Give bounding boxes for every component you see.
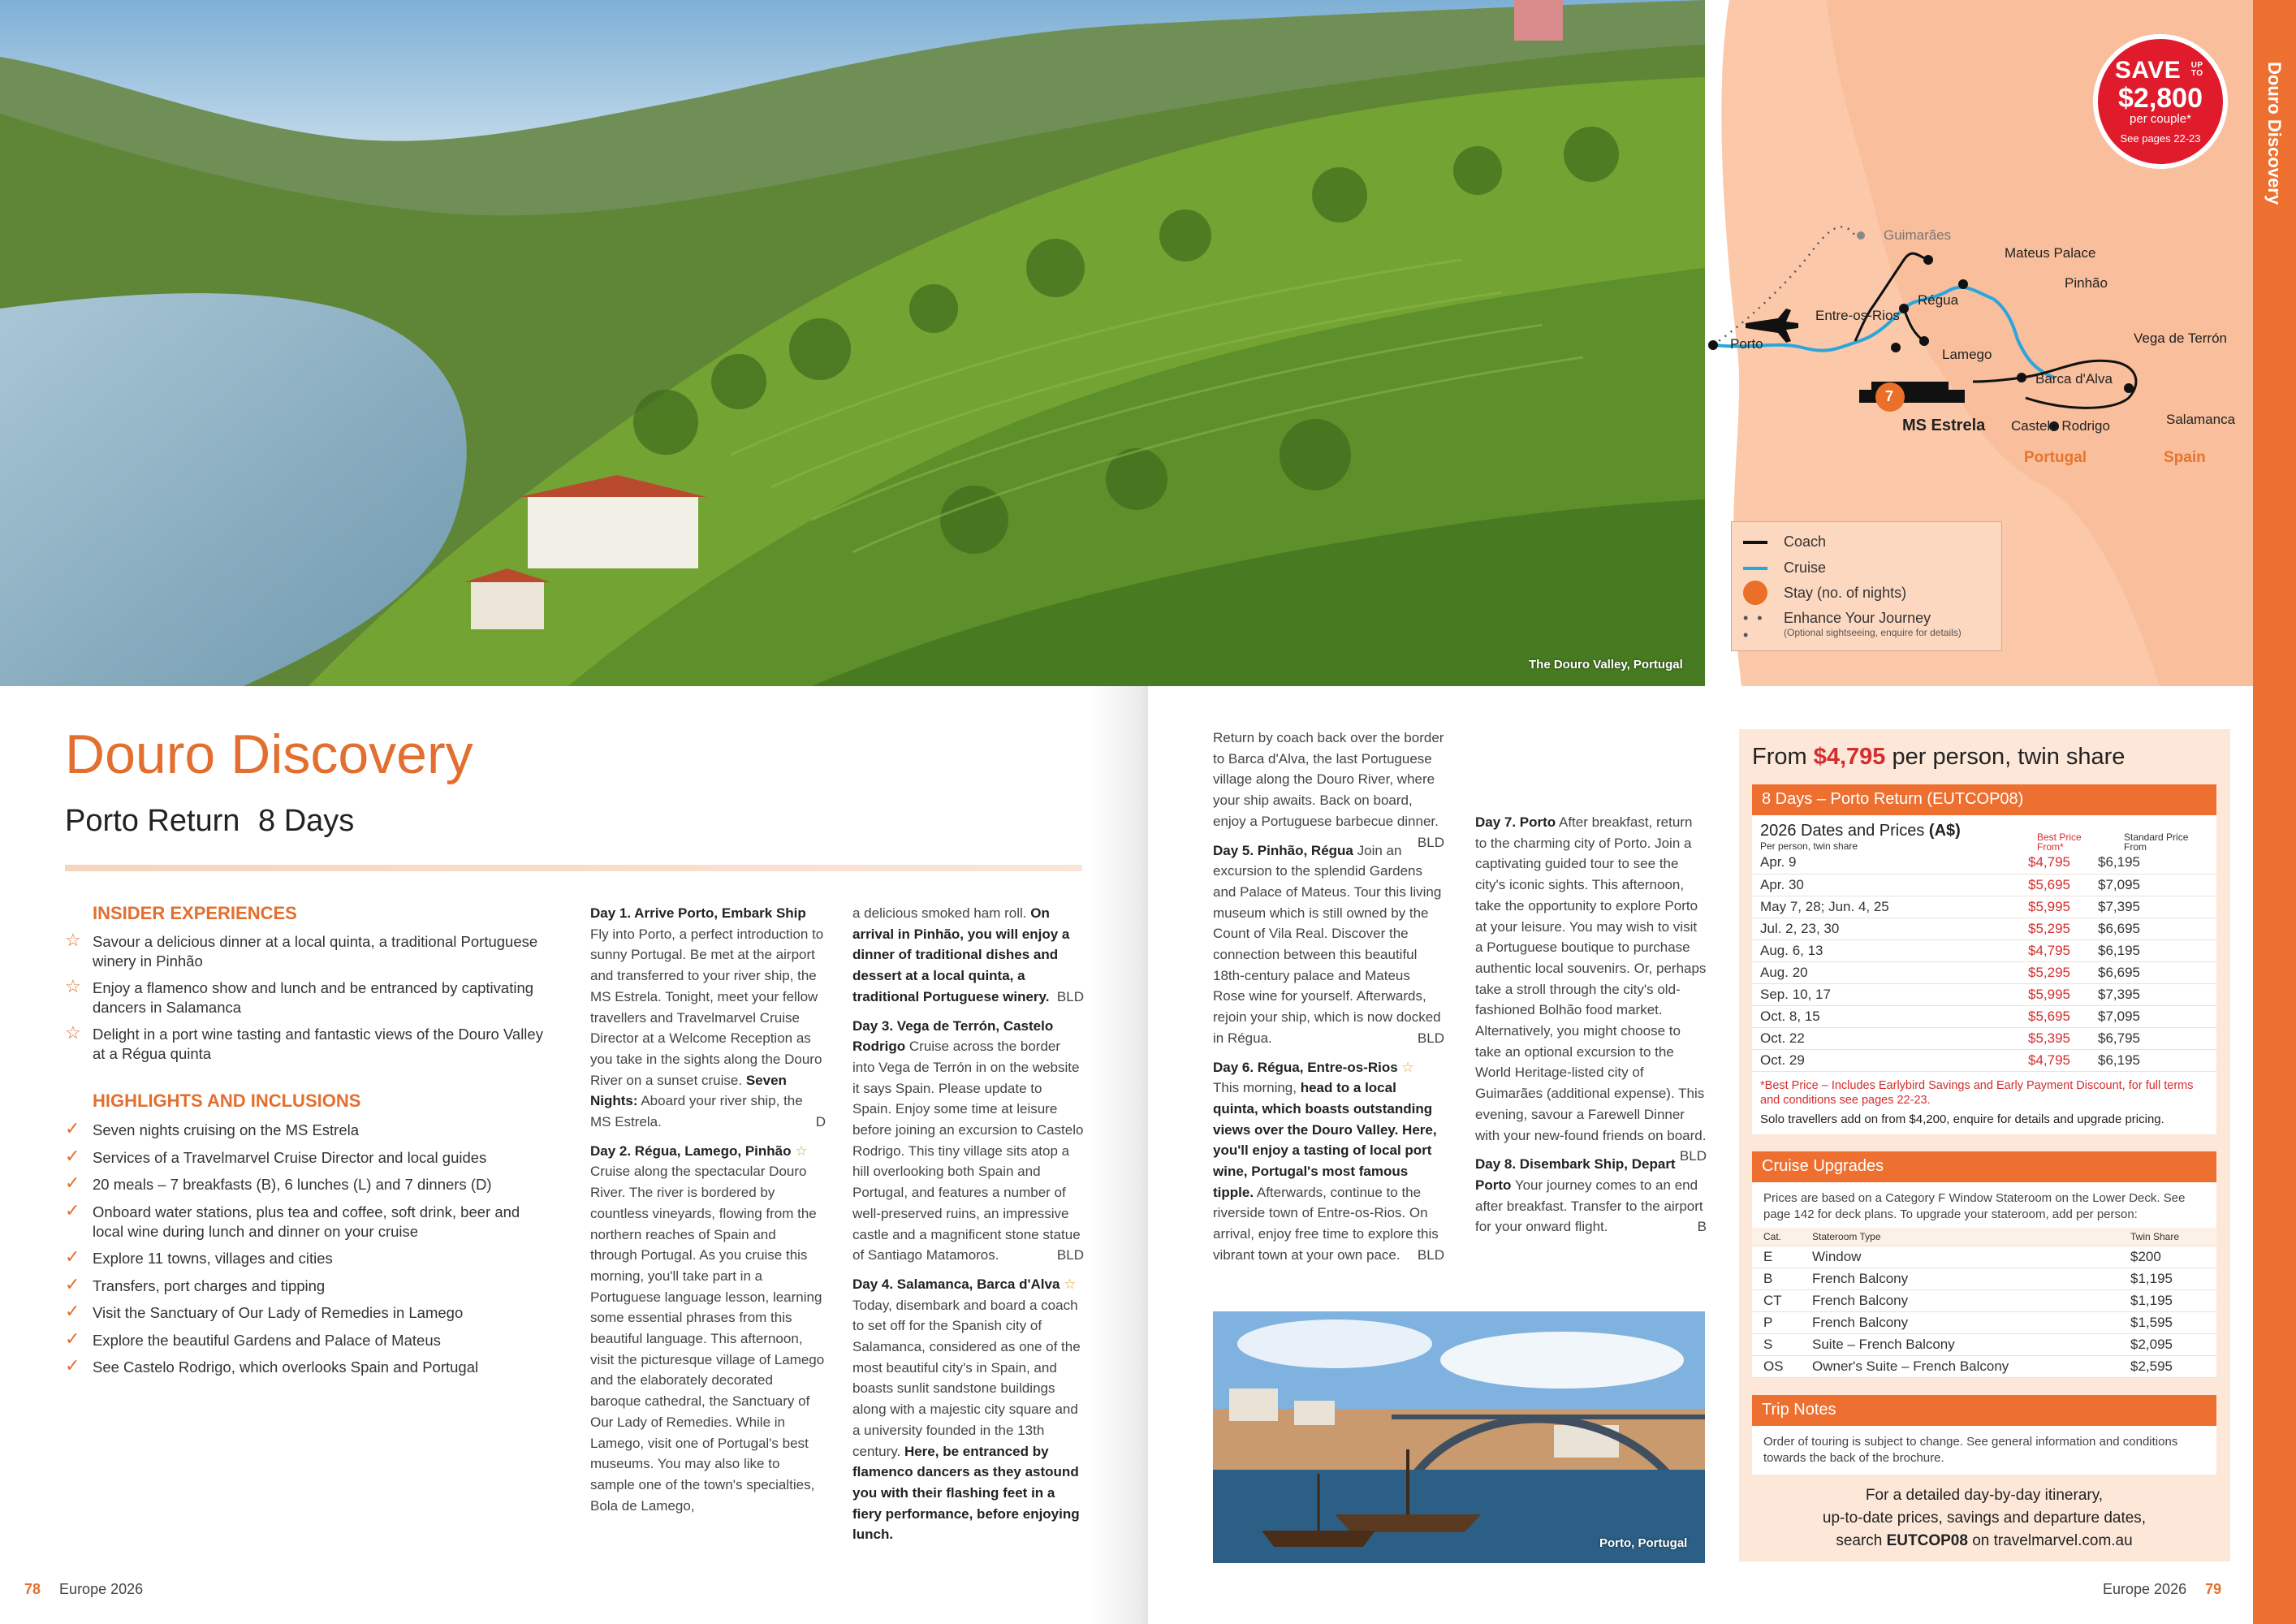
map-guimaraes: Guimarães [1884, 227, 1952, 243]
subtitle-name: Porto Return [65, 804, 240, 838]
upgrade-cat: P [1752, 1311, 1801, 1333]
price-date: Apr. 9 [1752, 852, 2020, 874]
price-date: May 7, 28; Jun. 4, 25 [1752, 896, 2020, 918]
cta-line-2: up-to-date prices, savings and departure dates, [1822, 1510, 2147, 1527]
cta-code[interactable]: EUTCOP08 [1886, 1532, 1968, 1549]
upgrade-cat: B [1752, 1268, 1801, 1289]
insider-item [65, 978, 544, 1017]
upgrades-head-cat: Cat. [1752, 1228, 1801, 1246]
price-best: $5,995 [2020, 983, 2090, 1005]
day-6-body: Afterwards, continue to the riverside town of Entre-os-Rios. On arrival, enjoy free time to explore this vibrant town at your own pace. [1213, 1184, 1439, 1263]
price-table-per: Per person, twin share [1760, 840, 1858, 852]
subtitle-days: 8 Days [258, 804, 355, 838]
porto-caption: Porto, Portugal [1599, 1536, 1688, 1550]
highlight-item-text: Onboard water stations, plus tea and coffee, soft drink, beer and local wine during lunch and dinner on your cruise [93, 1203, 520, 1240]
page-gutter [1088, 686, 1148, 1624]
folio-left [24, 1581, 143, 1598]
day-1-title: Day 1. Arrive Porto, Embark Ship [590, 905, 806, 921]
highlight-item-text: Explore the beautiful Gardens and Palace of Mateus [93, 1331, 441, 1349]
upgrade-type: French Balcony [1801, 1311, 2119, 1333]
upgrade-type: Window [1801, 1246, 2119, 1268]
upgrade-cat: E [1752, 1246, 1801, 1268]
check-icon: ✓ [65, 1199, 80, 1220]
day-4-cont-text: Return by coach back over the border to Barca d'Alva, the last Portuguese village along the Douro River, where your ship awaits. Back on board, enjoy a Portuguese barbecue dinner. [1213, 730, 1444, 829]
day-5-meals: BLD [1417, 1030, 1444, 1046]
legend-enhance-note: (Optional sightseeing, enquire for details) [1784, 627, 1962, 638]
legend-stay-dot [1743, 581, 1767, 605]
cta-search: search [1836, 1532, 1883, 1549]
day-7 [1475, 812, 1707, 1164]
highlight-item-text: Services of a Travelmarvel Cruise Director and local guides [93, 1148, 487, 1166]
save-badge-upto: UP TO [2190, 61, 2203, 78]
day-7-meals: BLD [1679, 1148, 1707, 1164]
day-4-title: Day 4. Salamanca, Barca d'Alva [852, 1276, 1060, 1292]
day-4-meals: BLD [1417, 834, 1444, 850]
price-best: $5,995 [2020, 896, 2090, 918]
day-6-lead: This morning, [1213, 1080, 1297, 1096]
highlights-heading: HIGHLIGHTS AND INCLUSIONS [93, 1091, 361, 1111]
douro-valley-illustration [0, 0, 1705, 686]
upgrades-header-row [1752, 1228, 2216, 1246]
price-row [1752, 1005, 2216, 1027]
price-row [1752, 983, 2216, 1005]
highlight-item [65, 1199, 544, 1242]
upgrade-price: $2,595 [2119, 1355, 2216, 1377]
legend-coach: Coach [1784, 533, 1827, 550]
upgrade-price: $1,195 [2119, 1289, 2216, 1311]
map-stay-nights: 7 [1885, 388, 1894, 404]
cta-line-1: For a detailed day-by-day itinerary, [1865, 1487, 2104, 1504]
day-8-body: Your journey comes to an end after breakfast. Transfer to the airport for your onward flight. [1475, 1177, 1703, 1235]
price-best: $5,295 [2020, 918, 2090, 939]
insider-item-text: Enjoy a flamenco show and lunch and be entranced by captivating dancers in Salamanca [93, 979, 534, 1016]
hero-photo [0, 0, 1705, 686]
price-table-currency: (A$) [1928, 822, 1961, 840]
price-standard: $6,695 [2090, 918, 2216, 939]
folio-left-label: Europe 2026 [59, 1581, 144, 1597]
upgrade-cat: OS [1752, 1355, 1801, 1377]
insider-item [65, 1022, 544, 1064]
page-title: Douro Discovery [65, 723, 473, 785]
day-1-meals: D [815, 1114, 826, 1130]
highlight-item [65, 1328, 544, 1350]
map-salamanca: Salamanca [2166, 412, 2236, 427]
legend-cruise-swatch [1743, 567, 1767, 570]
check-icon: ✓ [65, 1273, 80, 1294]
price-date: Oct. 29 [1752, 1049, 2020, 1071]
highlight-item [65, 1175, 544, 1194]
check-icon: ✓ [65, 1328, 80, 1349]
day-6 [1213, 1057, 1444, 1266]
day-4-body: Today, disembark and board a coach to set off for the Spanish city of Salamanca, considered as one of the most beautiful city's in Spain, and boasts sunlit sandstone buildings along with a majestic city square and a university founded in the 13th century. [852, 1297, 1081, 1459]
map-country-portugal: Portugal [2024, 449, 2087, 466]
highlight-item-text: See Castelo Rodrigo, which overlooks Spain and Portugal [93, 1358, 479, 1376]
highlight-item [65, 1145, 544, 1168]
insider-item-text: Delight in a port wine tasting and fantastic views of the Douro Valley at a Régua quinta [93, 1026, 543, 1062]
price-standard: $6,195 [2090, 1049, 2216, 1071]
day-2 [590, 1141, 826, 1517]
upgrade-row [1752, 1268, 2216, 1289]
price-standard: $6,195 [2090, 939, 2216, 961]
highlight-item [65, 1118, 544, 1140]
legend-stay: Stay (no. of nights) [1784, 584, 1907, 601]
save-badge-see: See pages 22-23 [2120, 132, 2201, 145]
from-suffix: per person, twin share [1892, 744, 2126, 770]
highlight-item [65, 1246, 544, 1268]
price-best: $5,695 [2020, 874, 2090, 896]
price-table-title: 2026 Dates and Prices [1760, 822, 1925, 840]
star-icon: ☆ [65, 976, 81, 996]
upgrade-price: $1,195 [2119, 1268, 2216, 1289]
folio-right-label: Europe 2026 [2103, 1581, 2187, 1597]
upgrade-price: $2,095 [2119, 1333, 2216, 1355]
price-best: $4,795 [2020, 939, 2090, 961]
upgrade-row [1752, 1311, 2216, 1333]
day-5-body: Join an excursion to the splendid Gardens and Palace of Mateus. Tour this living museum which is still owned by the Count of Vila Real. Discover the connection between this beautiful 18th-century palace and Mateus Rose wine for yourself. Afterwards, rejoin your ship, which is now docked in Régua. [1213, 842, 1442, 1046]
upgrade-row [1752, 1289, 2216, 1311]
day-8-meals: B [1697, 1219, 1707, 1235]
insider-heading: INSIDER EXPERIENCES [93, 903, 297, 923]
price-row [1752, 918, 2216, 939]
map-lamego: Lamego [1942, 347, 1992, 362]
upgrades-head-share: Twin Share [2119, 1228, 2216, 1246]
day-1 [590, 903, 826, 1133]
day-5 [1213, 840, 1444, 1049]
trip-notes-box [1752, 1426, 2216, 1475]
highlight-item-text: 20 meals – 7 breakfasts (B), 6 lunches (L) and 7 dinners (D) [93, 1176, 492, 1193]
legend-enhance: Enhance Your Journey [1784, 610, 1931, 626]
porto-illustration [1213, 1311, 1705, 1563]
folio-right-num: 79 [2205, 1581, 2222, 1597]
day-2-bold: On arrival in Pinhão, you will enjoy a dinner of traditional dishes and dessert at a local quinta, a traditional Portuguese winery. [852, 905, 1070, 1004]
itinerary-col-1 [590, 903, 826, 1524]
day-3-body: Cruise across the border into Vega de Terrón in on the website it says Spain. Please update to Spain. Enjoy some time at leisure before joining an excursion to Castelo Rodrigo. This tiny village sits atop a hill overlooking both Spain and Portugal, and features a number of well-preserved ruins, an impressive castle and a magnificent stone statue of Santiago Matamoros. [852, 1039, 1084, 1263]
upgrade-row [1752, 1333, 2216, 1355]
map-regua: Régua [1918, 292, 1959, 308]
check-icon: ✓ [65, 1145, 80, 1166]
best-price-fine-print: *Best Price – Includes Earlybird Savings and Early Payment Discount, for full terms and conditions see pages 22-23. [1760, 1078, 2194, 1107]
highlight-item-text: Seven nights cruising on the MS Estrela [93, 1121, 360, 1138]
upgrade-type: French Balcony [1801, 1289, 2119, 1311]
price-row [1752, 852, 2216, 874]
day-2-body: Cruise along the spectacular Douro River. The river is bordered by countless vineyards, flowing from the northern reaches of Spain and through Portugal. As you cruise this morning, you'll take part in a Portuguese language lesson, learning some essential phrases from this beautiful language. This afternoon, visit the picturesque village of Lamego and the elaborately decorated baroque cathedral, the Sanctuary of Our Lady of Remedies. While in Lamego, visit one of Portugal's best museums. You may also like to sample one of the town's specialties, Bola de Lamego, [590, 1164, 825, 1514]
price-date: Oct. 8, 15 [1752, 1005, 2020, 1027]
map-porto: Porto [1730, 336, 1763, 352]
save-badge [2093, 34, 2228, 169]
upgrade-price: $200 [2119, 1246, 2216, 1268]
check-icon: ✓ [65, 1355, 80, 1376]
day-2-meals: BLD [1056, 988, 1084, 1004]
price-row [1752, 961, 2216, 983]
save-badge-save: SAVE [2114, 57, 2182, 84]
upgrade-price: $1,595 [2119, 1311, 2216, 1333]
insider-list [65, 932, 544, 1064]
upgrade-row [1752, 1246, 2216, 1268]
cruise-upgrades-bar: Cruise Upgrades [1752, 1151, 2216, 1182]
map-country-spain: Spain [2164, 449, 2206, 466]
legend-coach-swatch [1743, 541, 1767, 544]
upgrade-type: Suite – French Balcony [1801, 1333, 2119, 1355]
title-rule [65, 865, 1082, 871]
day-4-bold: Here, be entranced by flamenco dancers as they astound you with their flashing feet in a fiery performance, before enjoying lunch. [852, 1443, 1080, 1543]
map-pinhao: Pinhão [2065, 275, 2108, 291]
day-6-title: Day 6. Régua, Entre-os-Rios [1213, 1059, 1398, 1075]
price-standard: $6,795 [2090, 1027, 2216, 1049]
day-4 [852, 1274, 1084, 1545]
price-row [1752, 896, 2216, 918]
day-6-meals: BLD [1417, 1246, 1444, 1263]
price-best: $4,795 [2020, 1049, 2090, 1071]
upgrades-intro: Prices are based on a Category F Window Stateroom on the Lower Deck. See page 142 for deck plans. To upgrade your stateroom, add per person: [1763, 1191, 2186, 1221]
price-standard: $6,695 [2090, 961, 2216, 983]
price-date: Aug. 20 [1752, 961, 2020, 983]
price-date: Sep. 10, 17 [1752, 983, 2020, 1005]
highlight-item-text: Transfers, port charges and tipping [93, 1276, 326, 1294]
day-8-title: Day 8. Disembark Ship, Depart Porto [1475, 1156, 1676, 1193]
day-1-nights-label: Seven Nights: [590, 1072, 787, 1109]
map-ms-estrela: MS Estrela [1902, 417, 1986, 434]
price-date: Jul. 2, 23, 30 [1752, 918, 2020, 939]
best-price-head: Best Price From* [2037, 831, 2082, 853]
highlight-item [65, 1273, 544, 1296]
price-row [1752, 939, 2216, 961]
price-best: $5,695 [2020, 1005, 2090, 1027]
map-entre-os-rios: Entre-os-Rios [1815, 308, 1900, 323]
price-row [1752, 1049, 2216, 1071]
upgrade-type: Owner's Suite – French Balcony [1801, 1355, 2119, 1377]
price-table [1752, 852, 2216, 1072]
star-icon: ☆ [795, 1142, 808, 1159]
price-date: Oct. 22 [1752, 1027, 2020, 1049]
solo-traveller-note: Solo travellers add on from $4,200, enquire for details and upgrade pricing. [1760, 1112, 2164, 1126]
map-castelo-rodrigo: Castelo Rodrigo [2011, 418, 2110, 434]
price-table-header [1752, 815, 2216, 852]
check-icon: ✓ [65, 1118, 80, 1138]
highlight-item-text: Explore 11 towns, villages and cities [93, 1250, 333, 1267]
from-prefix: From [1752, 744, 1807, 770]
itinerary-col-3 [1213, 728, 1444, 1274]
cta-footer [1752, 1484, 2216, 1553]
standard-price-head: Standard Price From [2124, 831, 2189, 853]
day-1-body: Fly into Porto, a perfect introduction to sunny Portugal. Be met at the airport and transferred to your river ship, the MS Estrela. Tonight, meet your fellow travellers and Travelmarvel Cruise Director at a Welcome Reception as you take in the sights along the Douro River on a sunset cruise. [590, 926, 824, 1088]
price-standard: $6,195 [2090, 852, 2216, 874]
highlight-item-text: Visit the Sanctuary of Our Lady of Remedies in Lamego [93, 1304, 464, 1321]
map-legend [1731, 521, 2002, 651]
price-table-box [1752, 815, 2216, 1134]
day-8 [1475, 1154, 1707, 1237]
price-date: Aug. 6, 13 [1752, 939, 2020, 961]
highlight-item [65, 1355, 544, 1377]
ship-icon [1859, 382, 1965, 412]
price-standard: $7,095 [2090, 874, 2216, 896]
map-barca-dalva: Barca d'Alva [2035, 371, 2113, 387]
price-standard: $7,395 [2090, 896, 2216, 918]
price-best: $5,395 [2020, 1027, 2090, 1049]
trip-notes-text: Order of touring is subject to change. See general information and conditions towards the back of the brochure. [1763, 1435, 2178, 1465]
trip-code-bar: 8 Days – Porto Return (EUTCOP08) [1752, 784, 2216, 815]
day-3 [852, 1016, 1084, 1266]
star-icon: ☆ [65, 1022, 81, 1043]
upgrades-head-type: Stateroom Type [1801, 1228, 2119, 1246]
from-price-heading [1752, 744, 2125, 771]
highlights-list [65, 1118, 544, 1377]
price-row [1752, 874, 2216, 896]
side-tab-label: Douro Discovery [2264, 62, 2285, 205]
check-icon: ✓ [65, 1173, 80, 1193]
price-panel [1739, 729, 2230, 1561]
itinerary-col-2 [852, 903, 1084, 1553]
upgrade-cat: S [1752, 1333, 1801, 1355]
day-3-title: Day 3. Vega de Terrón, Castelo Rodrigo [852, 1017, 1054, 1055]
map-mateus-palace: Mateus Palace [2005, 245, 2096, 261]
itinerary-col-4 [1475, 812, 1707, 1246]
price-best: $4,795 [2020, 852, 2090, 874]
star-icon: ☆ [65, 930, 81, 950]
day-7-title: Day 7. Porto [1475, 814, 1556, 830]
price-standard: $7,095 [2090, 1005, 2216, 1027]
check-icon: ✓ [65, 1246, 80, 1267]
from-price: $4,795 [1813, 744, 1886, 770]
upgrade-cat: CT [1752, 1289, 1801, 1311]
day-6-bold: head to a local quinta, which boasts outstanding views over the Douro Valley. Here, you'll enjoy a tasting of local port wine, Portugal's most famous tipple. [1213, 1080, 1437, 1200]
highlight-item [65, 1303, 544, 1323]
legend-enhance-dots: • • • [1743, 610, 1765, 643]
save-badge-per: per couple* [2130, 112, 2191, 126]
page-subtitle [65, 804, 354, 839]
upgrades-table [1752, 1228, 2216, 1378]
cta-site[interactable]: on travelmarvel.com.au [1972, 1532, 2133, 1549]
star-icon: ☆ [1401, 1059, 1414, 1075]
star-icon: ☆ [1064, 1276, 1077, 1292]
price-date: Apr. 30 [1752, 874, 2020, 896]
day-2-cont [852, 903, 1084, 1008]
day-2-cont-text: a delicious smoked ham roll. [852, 905, 1027, 921]
price-standard: $7,395 [2090, 983, 2216, 1005]
day-5-title: Day 5. Pinhão, Régua [1213, 842, 1353, 858]
trip-notes-bar: Trip Notes [1752, 1395, 2216, 1426]
day-3-meals: BLD [1056, 1247, 1084, 1263]
day-1-nights: Aboard your river ship, the MS Estrela. [590, 1093, 803, 1130]
folio-right [2103, 1581, 2221, 1598]
day-7-body: After breakfast, return to the charming city of Porto. Join a captivating guided tour to see the city's iconic sights. This afternoon, take the opportunity to explore Porto at your leisure. You may wish to visit a Portuguese boutique to purchase authentic local souvenirs. Or, perhaps take a stroll through the city's old-fashioned Bolhão food market. Alternatively, you might choose to take an optional excursion to the World Heritage-listed city of Guimarães (additional expense). This evening, savour a Farewell Dinner with your new-found friends on board. [1475, 814, 1707, 1143]
check-icon: ✓ [65, 1301, 80, 1321]
legend-cruise: Cruise [1784, 559, 1827, 576]
side-tab [2253, 0, 2296, 1624]
hero-caption: The Douro Valley, Portugal [1529, 658, 1683, 672]
map-vega-de-terron: Vega de Terrón [2134, 330, 2227, 346]
folio-left-num: 78 [24, 1581, 41, 1597]
price-row [1752, 1027, 2216, 1049]
price-best: $5,295 [2020, 961, 2090, 983]
day-2-title: Day 2. Régua, Lamego, Pinhão [590, 1142, 792, 1159]
upgrade-row [1752, 1355, 2216, 1377]
porto-photo [1213, 1311, 1705, 1563]
upgrades-box [1752, 1182, 2216, 1378]
insider-item [65, 932, 544, 971]
save-badge-amount: $2,800 [2118, 83, 2203, 114]
insider-item-text: Savour a delicious dinner at a local quinta, a traditional Portuguese winery in Pinhão [93, 933, 538, 970]
upgrade-type: French Balcony [1801, 1268, 2119, 1289]
